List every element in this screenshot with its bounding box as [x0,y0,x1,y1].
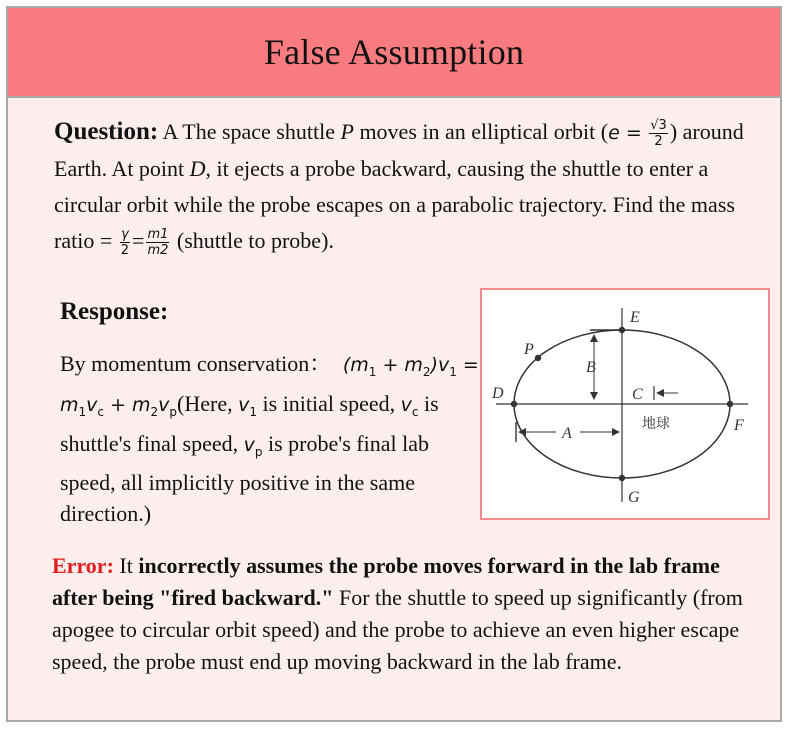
point-f [727,401,733,407]
point-d [511,401,517,407]
error-label: Error: [52,553,114,578]
error-bold-text: incorrectly assumes the probe moves forward in the lab frame after being "fired backward." [52,553,720,610]
c-arrow [656,389,664,397]
frac-num: m1 [147,227,169,243]
point-e [619,327,625,333]
error-text-1: It [113,553,139,578]
question-text-3: ) around Earth. At point [54,119,744,181]
point-p [535,355,541,361]
point-g [619,475,625,481]
response-intro: By momentum conservation： [60,351,332,376]
a-arrow-left [518,428,526,436]
label-a: A [562,425,572,442]
orbit-diagram [480,288,770,520]
response-label: Response: [60,298,169,325]
symbol-vc: $v_c$ [400,393,419,419]
question-text-5: (shuttle to probe). [171,228,334,253]
label-c: C [632,386,643,403]
equals-sign: = [132,228,145,253]
response-is1: is initial speed, [257,390,401,416]
symbol-v1: $v_1$ [238,393,258,419]
question-label: Question: [54,118,159,145]
b-arrow-down [590,392,598,400]
frac-den: 2 [654,134,663,150]
frac-den: m2 [147,243,169,259]
label-b: B [586,359,596,376]
question-text-4: , it ejects a probe backward, causing the shuttle to enter a circular orbit while the probe escapes on a parabolic trajectory. Find the mass ratio = [54,156,735,253]
page-title: False Assumption [263,32,525,72]
fraction-gamma [120,227,130,258]
frac-den: 2 [120,243,130,259]
fraction-mass [146,227,169,258]
question-block [54,114,766,259]
question-text-1: A The space shuttle [158,119,341,144]
error-text-2: For the shuttle to speed up significantly (from apogee to circular orbit speed) and the probe to achieve an even higher escape speed, the probe must end up moving backward in the lab frame. [52,585,743,674]
fraction-eccentricity [649,118,668,149]
a-arrow-right [612,428,620,436]
momentum-equation: $(m_1 + m_2)v_1 = m_1v_c + m_2v_p$ [60,354,479,419]
response-body [60,348,480,529]
response-is3: is probe's final lab speed, all implicitly positive in the same direction.) [60,430,429,527]
error-block [52,550,768,678]
var-p: P [340,119,354,144]
response-is2: is shuttle's final speed, [60,390,439,456]
label-g: G [628,489,640,506]
response-here: (Here, [177,390,239,416]
question-text-2: moves in an elliptical orbit ( [353,119,609,144]
frac-num: γ [121,227,129,243]
label-e: E [630,309,640,326]
label-f: F [734,417,744,434]
var-d: D [189,156,206,181]
orbit-svg [482,290,768,518]
label-d: D [492,385,504,402]
label-earth: 地球 [642,416,670,432]
eccentricity-expr: e = [608,122,642,144]
symbol-vp: $v_p$ [243,433,263,459]
label-p: P [524,341,534,358]
frac-num: √3 [650,118,667,134]
b-arrow-up [590,334,598,342]
header-banner [8,8,780,98]
card [6,6,782,722]
